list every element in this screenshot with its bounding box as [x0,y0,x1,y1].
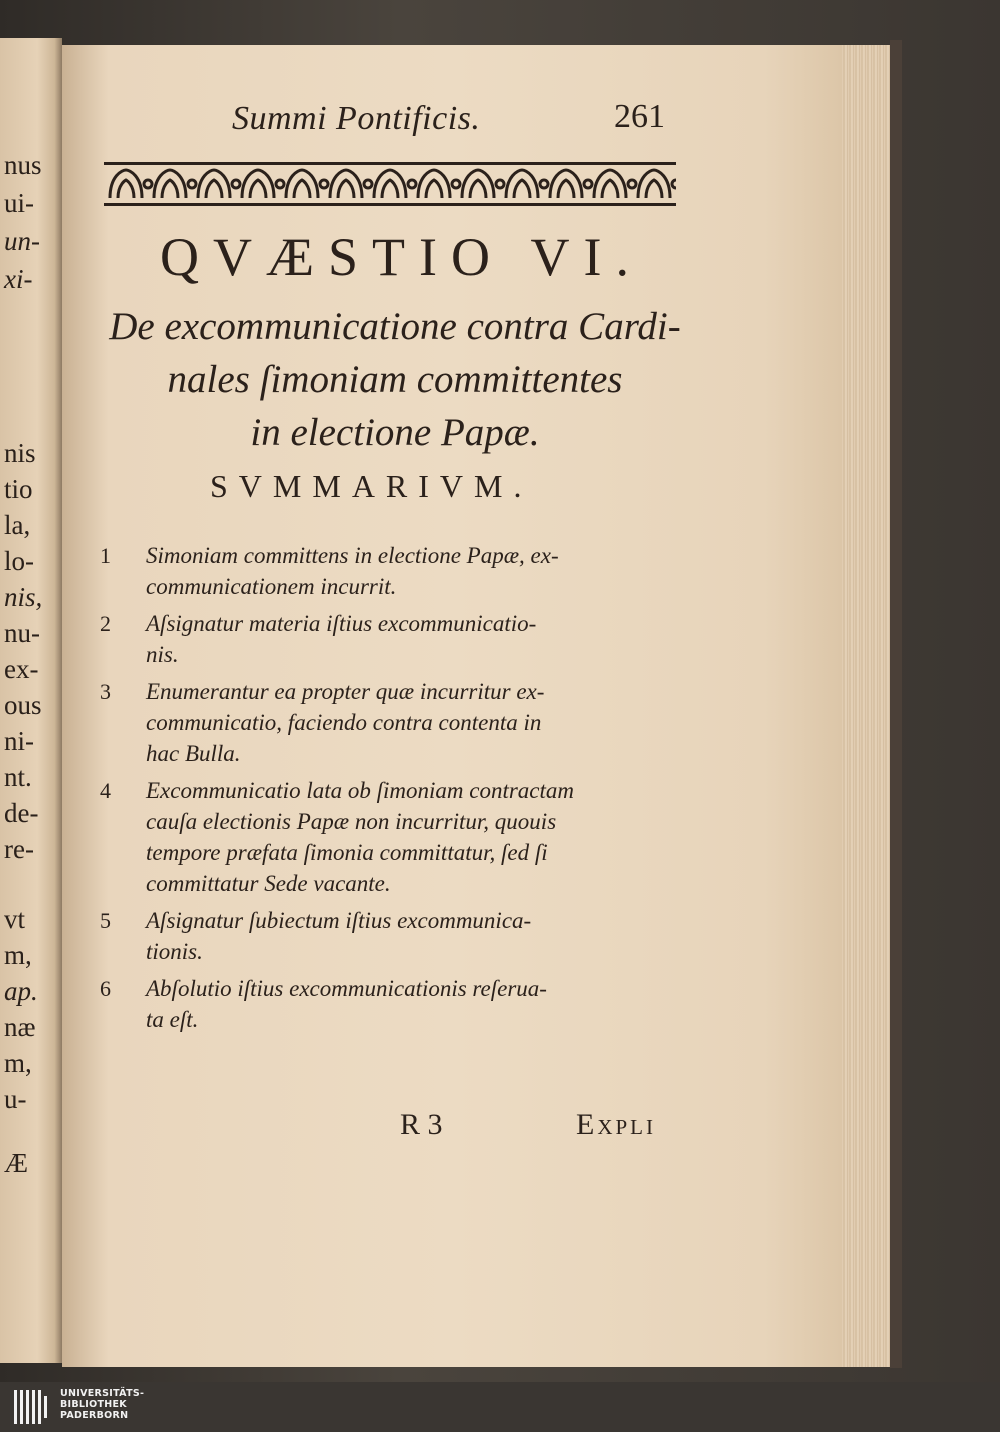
left-margin-text: Æ [4,1148,29,1178]
summary-item [100,540,700,602]
item-line: Excommunicatio lata ob ſimoniam contractam [146,778,574,803]
item-number: 6 [100,976,111,1001]
item-line: Enumerantur ea propter quæ incurritur ex- [146,679,545,704]
left-margin-text: nus [4,150,42,180]
item-line: cauſa electionis Papæ non incurritur, quouis [146,809,557,834]
item-number: 2 [100,611,111,636]
item-line: tempore præfata ſimonia committatur, ſed ſi [146,840,548,865]
item-line: nis. [146,642,179,667]
left-margin-text: u- [4,1084,27,1114]
cover-edge [890,40,902,1368]
left-margin-text: la, [4,510,31,540]
ornamental-border-icon [104,160,676,208]
item-number: 4 [100,778,111,803]
item-line: hac Bulla. [146,741,241,766]
subtitle-line: in electione Papæ. [250,411,540,454]
logo-line: UNIVERSITÄTS- [60,1388,145,1399]
summary-list [100,540,700,1041]
left-margin-text: nt. [4,762,32,792]
summary-heading: SVMMARIVM. [210,468,533,504]
left-margin-text: tio [4,474,33,504]
catchword: Expli [576,1108,656,1141]
left-margin-text: de- [4,798,39,828]
summary-item [100,608,700,670]
signature-mark: R 3 [400,1108,443,1141]
left-margin-text: vt [4,904,26,934]
left-margin-text: xi- [4,264,33,294]
subtitle-line: De excommunicatione contra Cardi- [109,305,681,348]
subtitle-line: nales ſimoniam committentes [167,358,623,401]
item-number: 1 [100,543,111,568]
item-line: ta eſt. [146,1007,199,1032]
left-margin-text: nis [4,438,36,468]
left-margin-text: lo- [4,546,34,576]
summary-item [100,973,700,1035]
left-margin-text: ex- [4,654,39,684]
item-number: 5 [100,908,111,933]
left-margin-text: re- [4,834,34,864]
summary-item [100,905,700,967]
item-line: communicatio, faciendo contra contenta in [146,710,542,735]
library-footer [0,1382,1000,1432]
left-margin-text: m, [4,1048,32,1078]
item-line: Abſolutio iſtius excommunicationis reſerua- [146,976,547,1001]
left-margin-text: ous [4,690,42,720]
library-logo-text [60,1388,144,1421]
page-number: 261 [614,98,665,135]
left-margin-text: un- [4,226,40,256]
left-margin-text: nis, [4,582,43,612]
item-line: Simoniam committens in electione Papæ, ex- [146,543,559,568]
library-logo-icon [14,1390,50,1424]
item-line: communicationem incurrit. [146,574,397,599]
left-margin-text: m, [4,940,32,970]
left-margin-text: nu- [4,618,40,648]
left-margin-text: næ [4,1012,36,1042]
logo-line: BIBLIOTHEK [60,1399,127,1410]
running-head: Summi Pontificis. [232,100,481,137]
summary-item [100,775,700,899]
left-margin-text: ui- [4,188,34,218]
question-subtitle [100,300,690,459]
page-edges [842,45,890,1367]
item-line: Aſsignatur ſubiectum iſtius excommunica- [146,908,532,933]
summary-item [100,676,700,769]
item-line: Aſsignatur materia iſtius excommunicatio- [146,611,537,636]
question-title: QVÆSTIO VI. [160,227,644,287]
item-number: 3 [100,679,111,704]
left-margin-text: ni- [4,726,34,756]
item-line: tionis. [146,939,203,964]
item-line: committatur Sede vacante. [146,871,391,896]
left-page-fragment [0,38,62,1363]
left-margin-text: ap. [4,976,38,1006]
logo-line: PADERBORN [60,1410,129,1421]
